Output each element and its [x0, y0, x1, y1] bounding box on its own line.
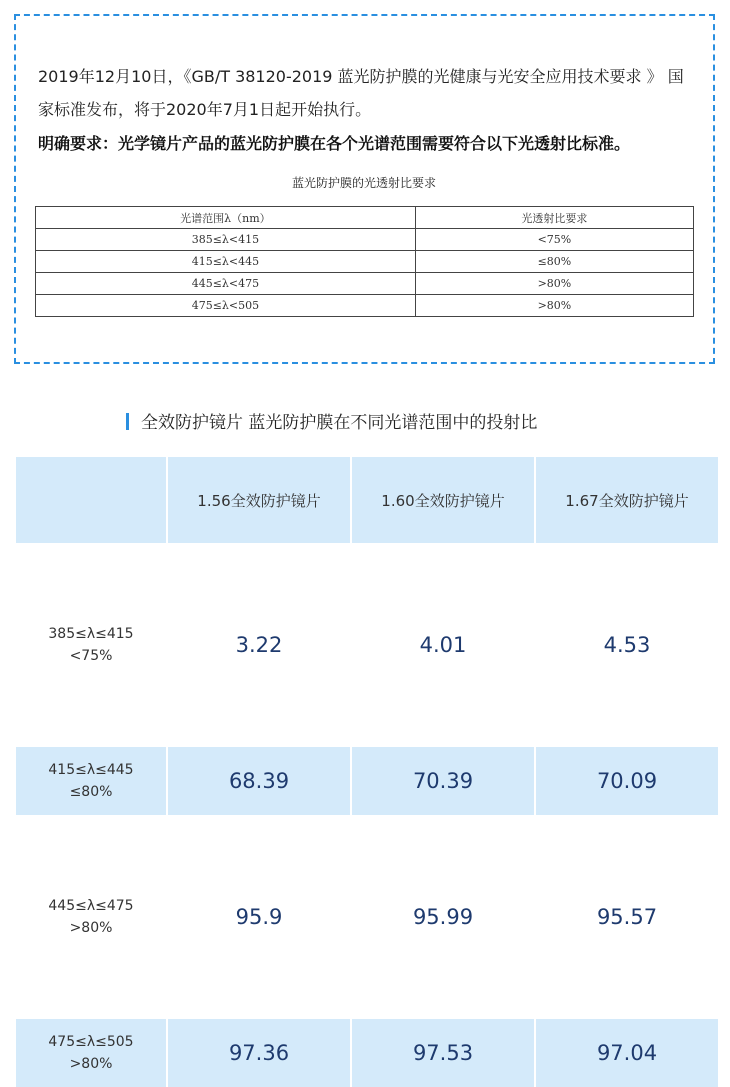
- standard-table-row: [36, 273, 694, 295]
- comparison-title: [126, 408, 537, 433]
- range-cell: [16, 883, 166, 951]
- range-label: 445≤λ≤475: [48, 898, 134, 914]
- standard-range-cell: 445≤λ<475: [36, 273, 416, 295]
- range-cell: [16, 611, 166, 679]
- range-cell: [16, 747, 166, 815]
- comparison-title-text: 全效防护镜片 蓝光防护膜在不同光谱范围中的投射比: [141, 413, 538, 433]
- standard-header-transmittance: 光透射比要求: [415, 207, 693, 229]
- standard-range-cell: 385≤λ<415: [36, 229, 416, 251]
- comparison-table: [14, 457, 720, 1087]
- requirement-label: >80%: [69, 920, 113, 936]
- standard-limit-cell: >80%: [415, 295, 693, 317]
- value-cell: 70.09: [536, 747, 718, 815]
- value-cell: 70.39: [352, 747, 534, 815]
- requirement-label: >80%: [69, 1056, 113, 1072]
- standard-table-header-row: [36, 207, 694, 229]
- comparison-header-160: 1.60全效防护镜片: [352, 457, 534, 543]
- comparison-row: [16, 611, 718, 679]
- value-cell: 68.39: [168, 747, 350, 815]
- notice-requirement: 明确要求：光学镜片产品的蓝光防护膜在各个光谱范围需要符合以下光透射比标准。: [38, 134, 631, 153]
- notice-paragraph: 2019年12月10日，《GB/T 38120-2019 蓝光防护膜的光健康与光安全应用技术要求 》 国家标准发布，将于2020年7月1日起开始执行。: [38, 67, 684, 119]
- value-cell: 97.04: [536, 1019, 718, 1087]
- standard-limit-cell: >80%: [415, 273, 693, 295]
- comparison-header-row: [16, 457, 718, 543]
- value-cell: 95.99: [412, 905, 474, 929]
- range-label: 385≤λ≤415: [48, 626, 134, 642]
- standard-table-row: [36, 229, 694, 251]
- requirement-label: <75%: [69, 648, 113, 664]
- value-cell: 4.01: [419, 633, 467, 657]
- requirement-label: ≤80%: [69, 784, 113, 800]
- comparison-row: [16, 883, 718, 951]
- comparison-header-167: 1.67全效防护镜片: [536, 457, 718, 543]
- range-label: 415≤λ≤445: [48, 762, 134, 778]
- standard-table: [35, 206, 694, 317]
- standard-table-row: [36, 251, 694, 273]
- comparison-header-corner: [16, 457, 166, 543]
- value-cell: 97.53: [352, 1019, 534, 1087]
- range-cell: [16, 1019, 166, 1087]
- value-cell: 3.22: [235, 633, 283, 657]
- standard-table-title: 蓝光防护膜的光透射比要求: [291, 176, 436, 190]
- standard-header-range: 光谱范围λ（nm）: [36, 207, 416, 229]
- value-cell: 4.53: [603, 633, 651, 657]
- standard-limit-cell: <75%: [415, 229, 693, 251]
- standard-notice-box: [14, 14, 715, 364]
- range-label: 475≤λ≤505: [48, 1034, 134, 1050]
- value-cell: 95.57: [596, 905, 658, 929]
- standard-range-cell: 415≤λ<445: [36, 251, 416, 273]
- comparison-row: [16, 747, 718, 815]
- comparison-row: [16, 1019, 718, 1087]
- standard-range-cell: 475≤λ<505: [36, 295, 416, 317]
- value-cell: 97.36: [168, 1019, 350, 1087]
- standard-table-row: [36, 295, 694, 317]
- value-cell: 95.9: [235, 905, 283, 929]
- title-accent-bar: [126, 413, 129, 430]
- comparison-header-156: 1.56全效防护镜片: [168, 457, 350, 543]
- standard-limit-cell: ≤80%: [415, 251, 693, 273]
